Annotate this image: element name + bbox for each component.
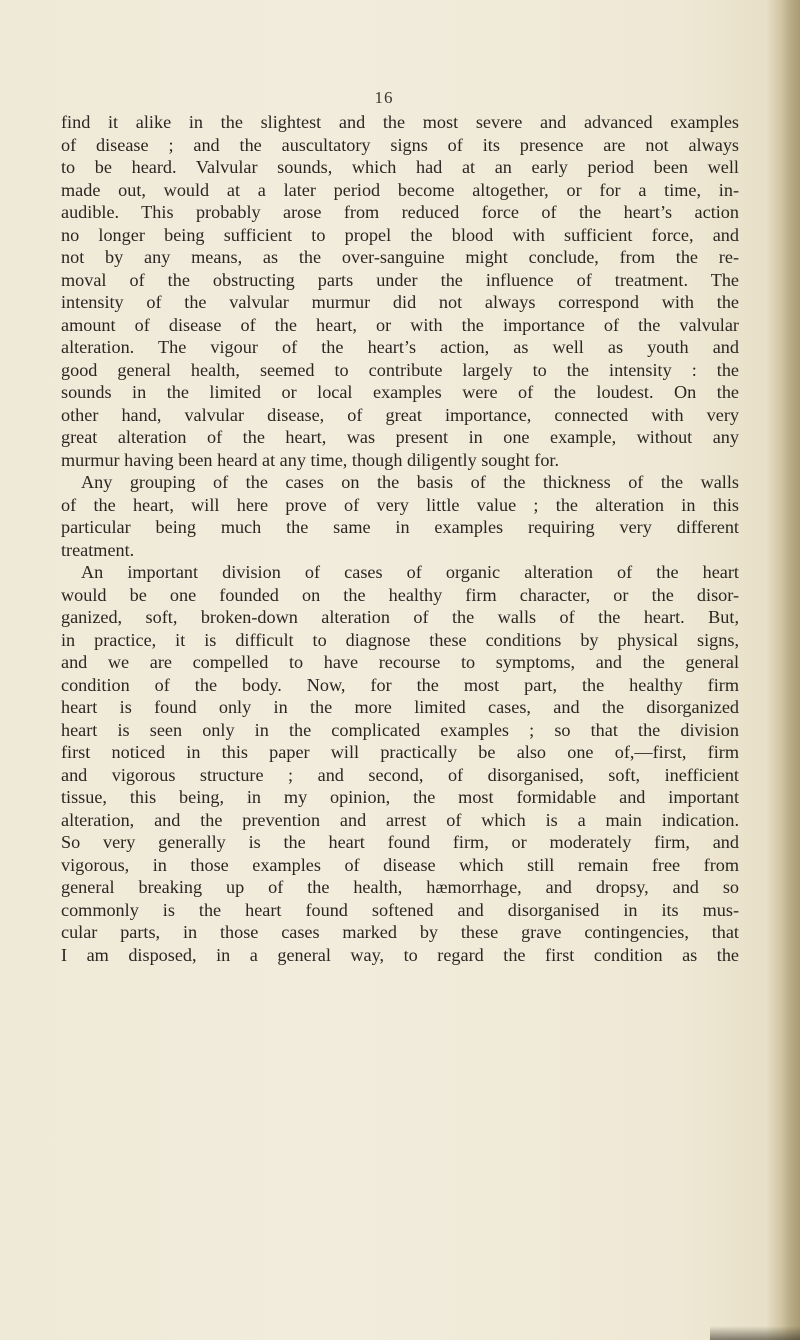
text-line: amount of disease of the heart, or with the importance of the valvular bbox=[61, 314, 739, 335]
text-line: other hand, valvular disease, of great importance, connected with very bbox=[61, 404, 739, 425]
text-line: commonly is the heart found softened and disorganised in its mus- bbox=[61, 899, 739, 920]
page-shadow bbox=[710, 1326, 800, 1340]
text-line: sounds in the limited or local examples were of the loudest. On the bbox=[61, 382, 739, 402]
text-line: no longer being sufficient to propel the blood with sufficient force, and bbox=[61, 224, 739, 245]
body-text bbox=[61, 111, 739, 966]
text-line: condition of the body. Now, for the most part, the healthy firm bbox=[61, 674, 739, 695]
text-line: and we are compelled to have recourse to symptoms, and the general bbox=[61, 652, 739, 672]
text-line: not by any means, as the over-sanguine might conclude, from the re- bbox=[61, 247, 739, 267]
page-number: 16 bbox=[374, 88, 394, 107]
text-line: treatment. bbox=[61, 539, 135, 560]
text-line: in practice, it is difficult to diagnose these conditions by physical signs, bbox=[61, 629, 739, 650]
text-line: ganized, soft, broken-down alteration of the walls of the heart. But, bbox=[61, 607, 739, 627]
text-line: heart is seen only in the complicated examples ; so that the division bbox=[61, 719, 739, 740]
text-line: vigorous, in those examples of disease which still remain free from bbox=[61, 854, 739, 875]
text-line: intensity of the valvular murmur did not always correspond with the bbox=[61, 292, 739, 312]
text-line: audible. This probably arose from reduced force of the heart’s action bbox=[61, 202, 739, 222]
text-line: would be one founded on the healthy firm character, or the disor- bbox=[61, 584, 739, 605]
text-line: So very generally is the heart found firm, or moderately firm, and bbox=[61, 832, 739, 852]
text-line: general breaking up of the health, hæmorrhage, and dropsy, and so bbox=[61, 877, 739, 897]
text-line: I am disposed, in a general way, to regard the first condition as the bbox=[61, 944, 739, 965]
text-line: good general health, seemed to contribute largely to the intensity : the bbox=[61, 359, 739, 380]
text-line: find it alike in the slightest and the most severe and advanced examples bbox=[61, 112, 739, 132]
text-line: and vigorous structure ; and second, of disorganised, soft, inefficient bbox=[61, 764, 739, 785]
text-line: great alteration of the heart, was present in one example, without any bbox=[61, 427, 739, 447]
text-line: of disease ; and the auscultatory signs of its presence are not always bbox=[61, 134, 739, 155]
text-line: made out, would at a later period become altogether, or for a time, in- bbox=[61, 179, 739, 200]
text-line: to be heard. Valvular sounds, which had at an early period been well bbox=[61, 157, 739, 177]
page-edge bbox=[766, 0, 800, 1340]
text-line: An important division of cases of organic alteration of the heart bbox=[81, 562, 739, 582]
text-line: of the heart, will here prove of very little value ; the alteration in this bbox=[61, 494, 739, 515]
text-line: murmur having been heard at any time, though diligently sought for. bbox=[61, 449, 560, 470]
text-line: heart is found only in the more limited cases, and the disorganized bbox=[61, 697, 739, 717]
text-line: Any grouping of the cases on the basis of the thickness of the walls bbox=[81, 472, 739, 492]
text-line: alteration, and the prevention and arrest of which is a main indication. bbox=[61, 809, 739, 830]
text-line: first noticed in this paper will practically be also one of,—first, firm bbox=[61, 742, 739, 762]
text-line: moval of the obstructing parts under the influence of treatment. The bbox=[61, 269, 739, 290]
text-line: cular parts, in those cases marked by these grave contingencies, that bbox=[61, 922, 739, 942]
text-line: particular being much the same in examples requiring very different bbox=[61, 517, 739, 537]
text-line: tissue, this being, in my opinion, the most formidable and important bbox=[61, 787, 739, 807]
text-line: alteration. The vigour of the heart’s action, as well as youth and bbox=[61, 337, 739, 357]
